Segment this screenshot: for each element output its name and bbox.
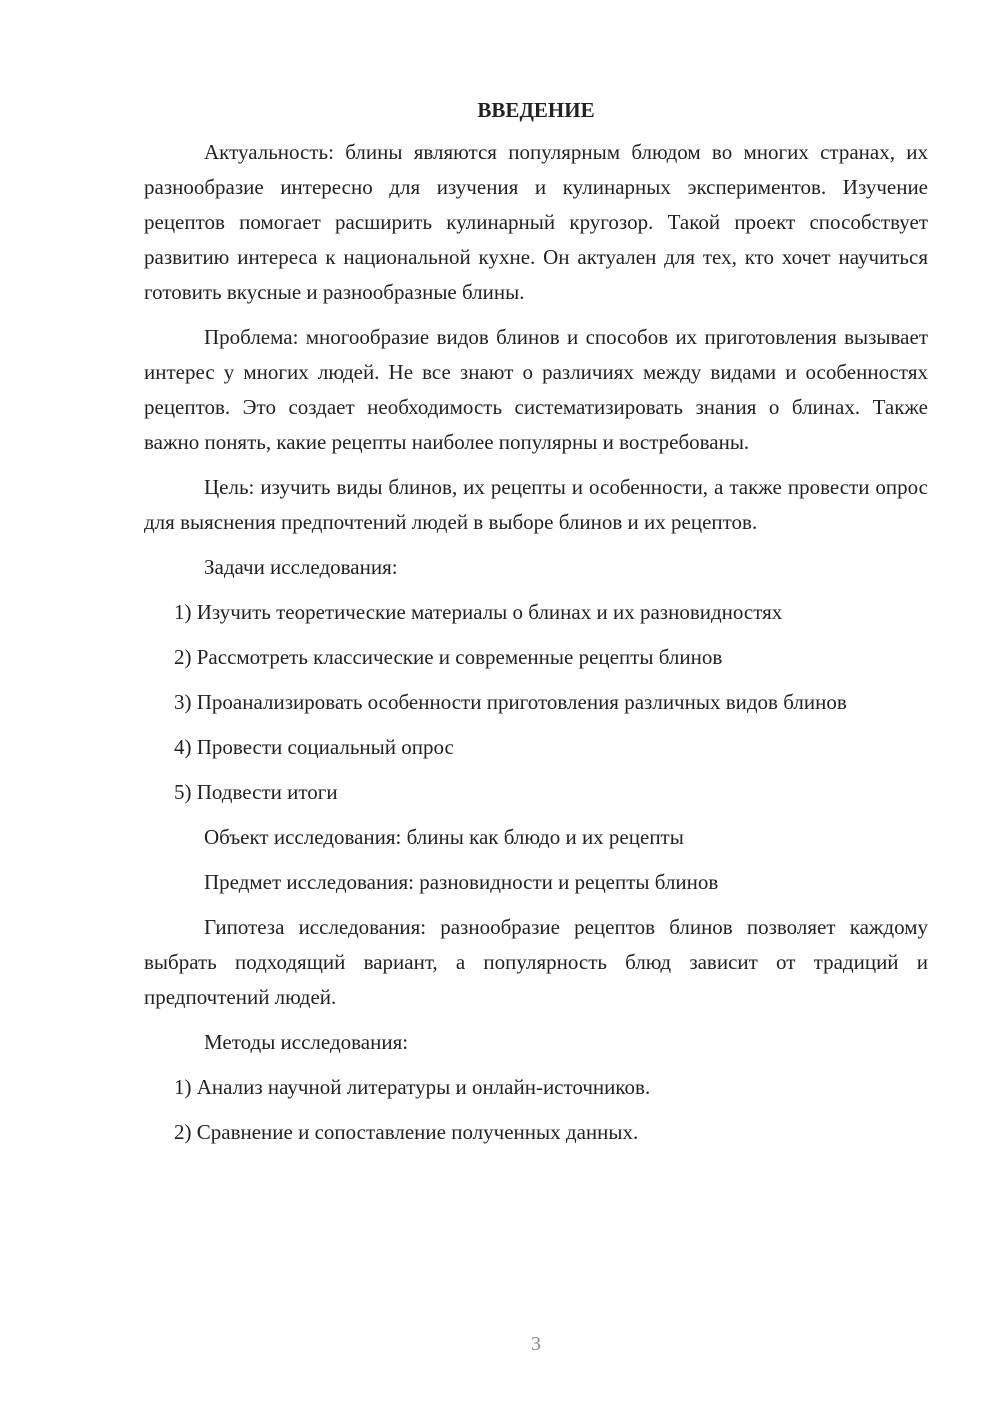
task-item-5: 5) Подвести итоги	[174, 780, 338, 804]
problem-paragraph: Проблема: многообразие видов блинов и способов их приготовления вызывает интерес у многих людей. Не все знают о различиях между видами и особенностях рецептов. Это создает необходимость систематизировать знания о блинах. Также важно понять, какие рецепты наиболее популярны и востребованы.	[144, 325, 928, 454]
method-item-1: 1) Анализ научной литературы и онлайн-источников.	[174, 1075, 651, 1099]
hypothesis-paragraph: Гипотеза исследования: разнообразие рецептов блинов позволяет каждому выбрать подходящий вариант, а популярность блюд зависит от традиций и предпочтений людей.	[144, 915, 928, 1009]
tasks-heading: Задачи исследования:	[204, 555, 398, 579]
object-paragraph: Объект исследования: блины как блюдо и их рецепты	[204, 825, 684, 849]
page-content	[144, 95, 928, 1160]
subject-paragraph: Предмет исследования: разновидности и рецепты блинов	[204, 870, 719, 894]
relevance-paragraph: Актуальность: блины являются популярным блюдом во многих странах, их разнообразие интересно для изучения и кулинарных экспериментов. Изучение рецептов помогает расширить кулинарный кругозор. Такой проект способствует развитию интереса к национальной кухне. Он актуален для тех, кто хочет научиться готовить вкусные и разнообразные блины.	[144, 140, 928, 304]
task-item-3: 3) Проанализировать особенности приготовления различных видов блинов	[174, 690, 847, 714]
page-number: 3	[531, 1333, 541, 1355]
methods-heading: Методы исследования:	[204, 1030, 409, 1054]
task-item-1: 1) Изучить теоретические материалы о блинах и их разновидностях	[174, 600, 783, 624]
task-item-4: 4) Провести социальный опрос	[174, 735, 454, 759]
page-title: ВВЕДЕНИЕ	[477, 98, 595, 122]
goal-paragraph: Цель: изучить виды блинов, их рецепты и особенности, а также провести опрос для выяснения предпочтений людей в выборе блинов и их рецептов.	[144, 475, 928, 534]
task-item-2: 2) Рассмотреть классические и современные рецепты блинов	[174, 645, 723, 669]
method-item-2: 2) Сравнение и сопоставление полученных данных.	[174, 1120, 639, 1144]
